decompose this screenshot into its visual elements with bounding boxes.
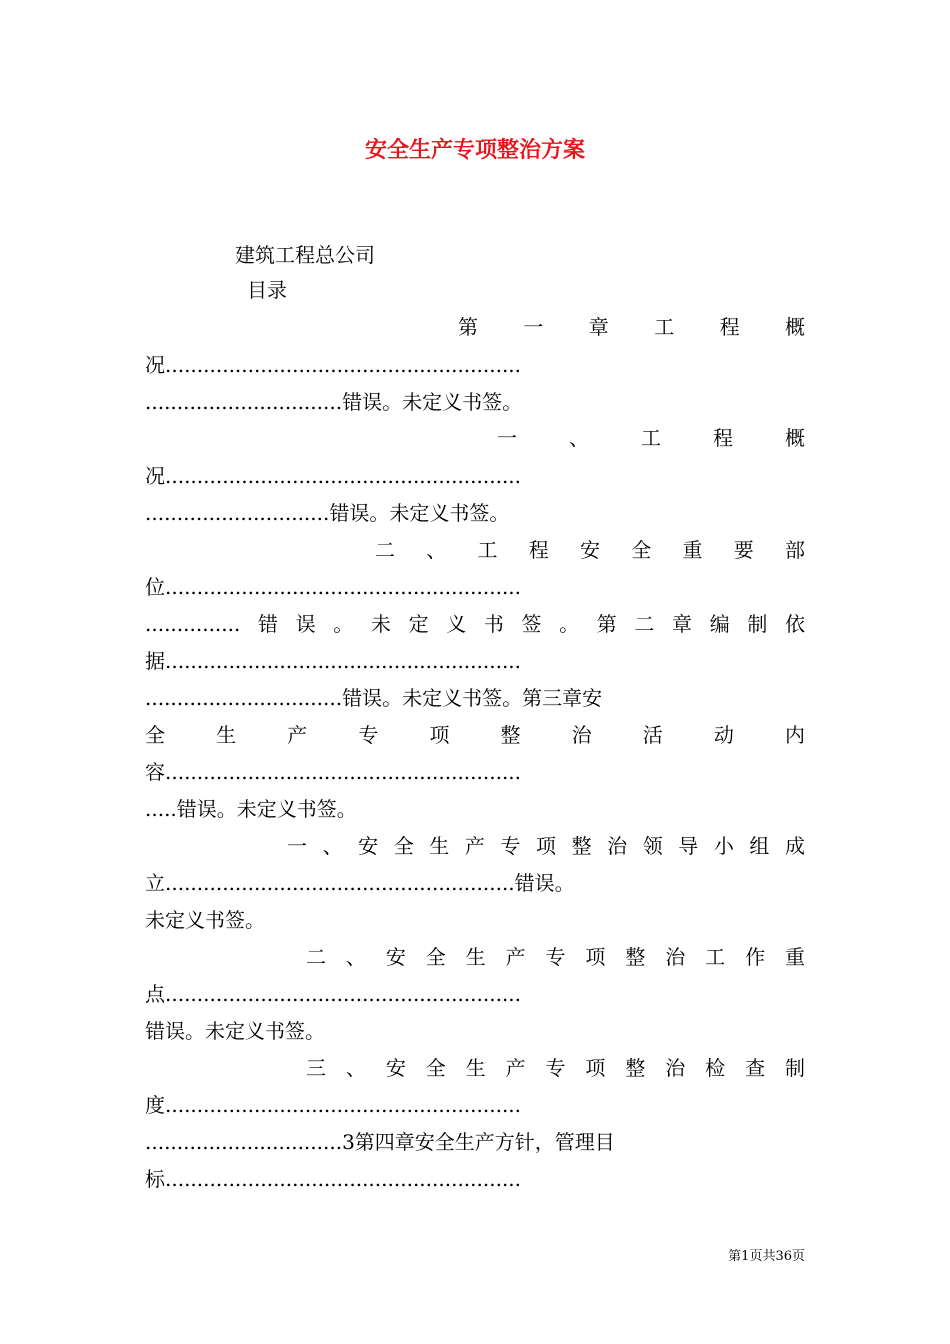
toc-line: ...............................3第四章安全生产方针，管理目 [145,1130,615,1154]
toc-line: 二、工程安全重要部 [375,538,805,562]
toc-line: 二、安全生产专项整治工作重 [306,945,805,969]
toc-line: ...............错误。未定义书签。第二章编制依 [145,612,805,636]
toc-line: 度........................................................ [145,1093,522,1117]
document-title: 安全生产专项整治方案 [364,137,585,163]
toc-line: 错误。未定义书签。 [145,1019,325,1043]
toc-line: 况........................................................ [145,464,522,488]
toc-line: 未定义书签。 [145,908,265,932]
page-footer: 第1页共36页 [728,1249,805,1264]
toc-line: ...............................错误。未定义书签。第三章安 [145,686,603,710]
toc-line: .............................错误。未定义书签。 [145,501,510,525]
toc-line: 全生产专项整治活动内 [145,723,805,747]
toc-line: .....错误。未定义书签。 [145,797,357,821]
toc-heading: 目录 [247,278,287,302]
toc-line: 一、工程概 [497,426,805,450]
toc-line: 标........................................................ [145,1167,522,1191]
toc-line: 据........................................................ [145,649,522,673]
toc-line: 容........................................................ [145,760,522,784]
company-name: 建筑工程总公司 [235,243,375,267]
toc-line: 一、安全生产专项整治领导小组成 [287,834,805,858]
toc-line: 立.......................................................错误。 [145,871,575,895]
toc-line: 况........................................................ [145,353,522,377]
toc-line: 第一章工程概 [458,315,805,339]
toc-line: 位........................................................ [145,575,522,599]
toc-line: ...............................错误。未定义书签。 [145,390,523,414]
toc-line: 三、安全生产专项整治检查制 [306,1056,805,1080]
toc-line: 点........................................................ [145,982,522,1006]
